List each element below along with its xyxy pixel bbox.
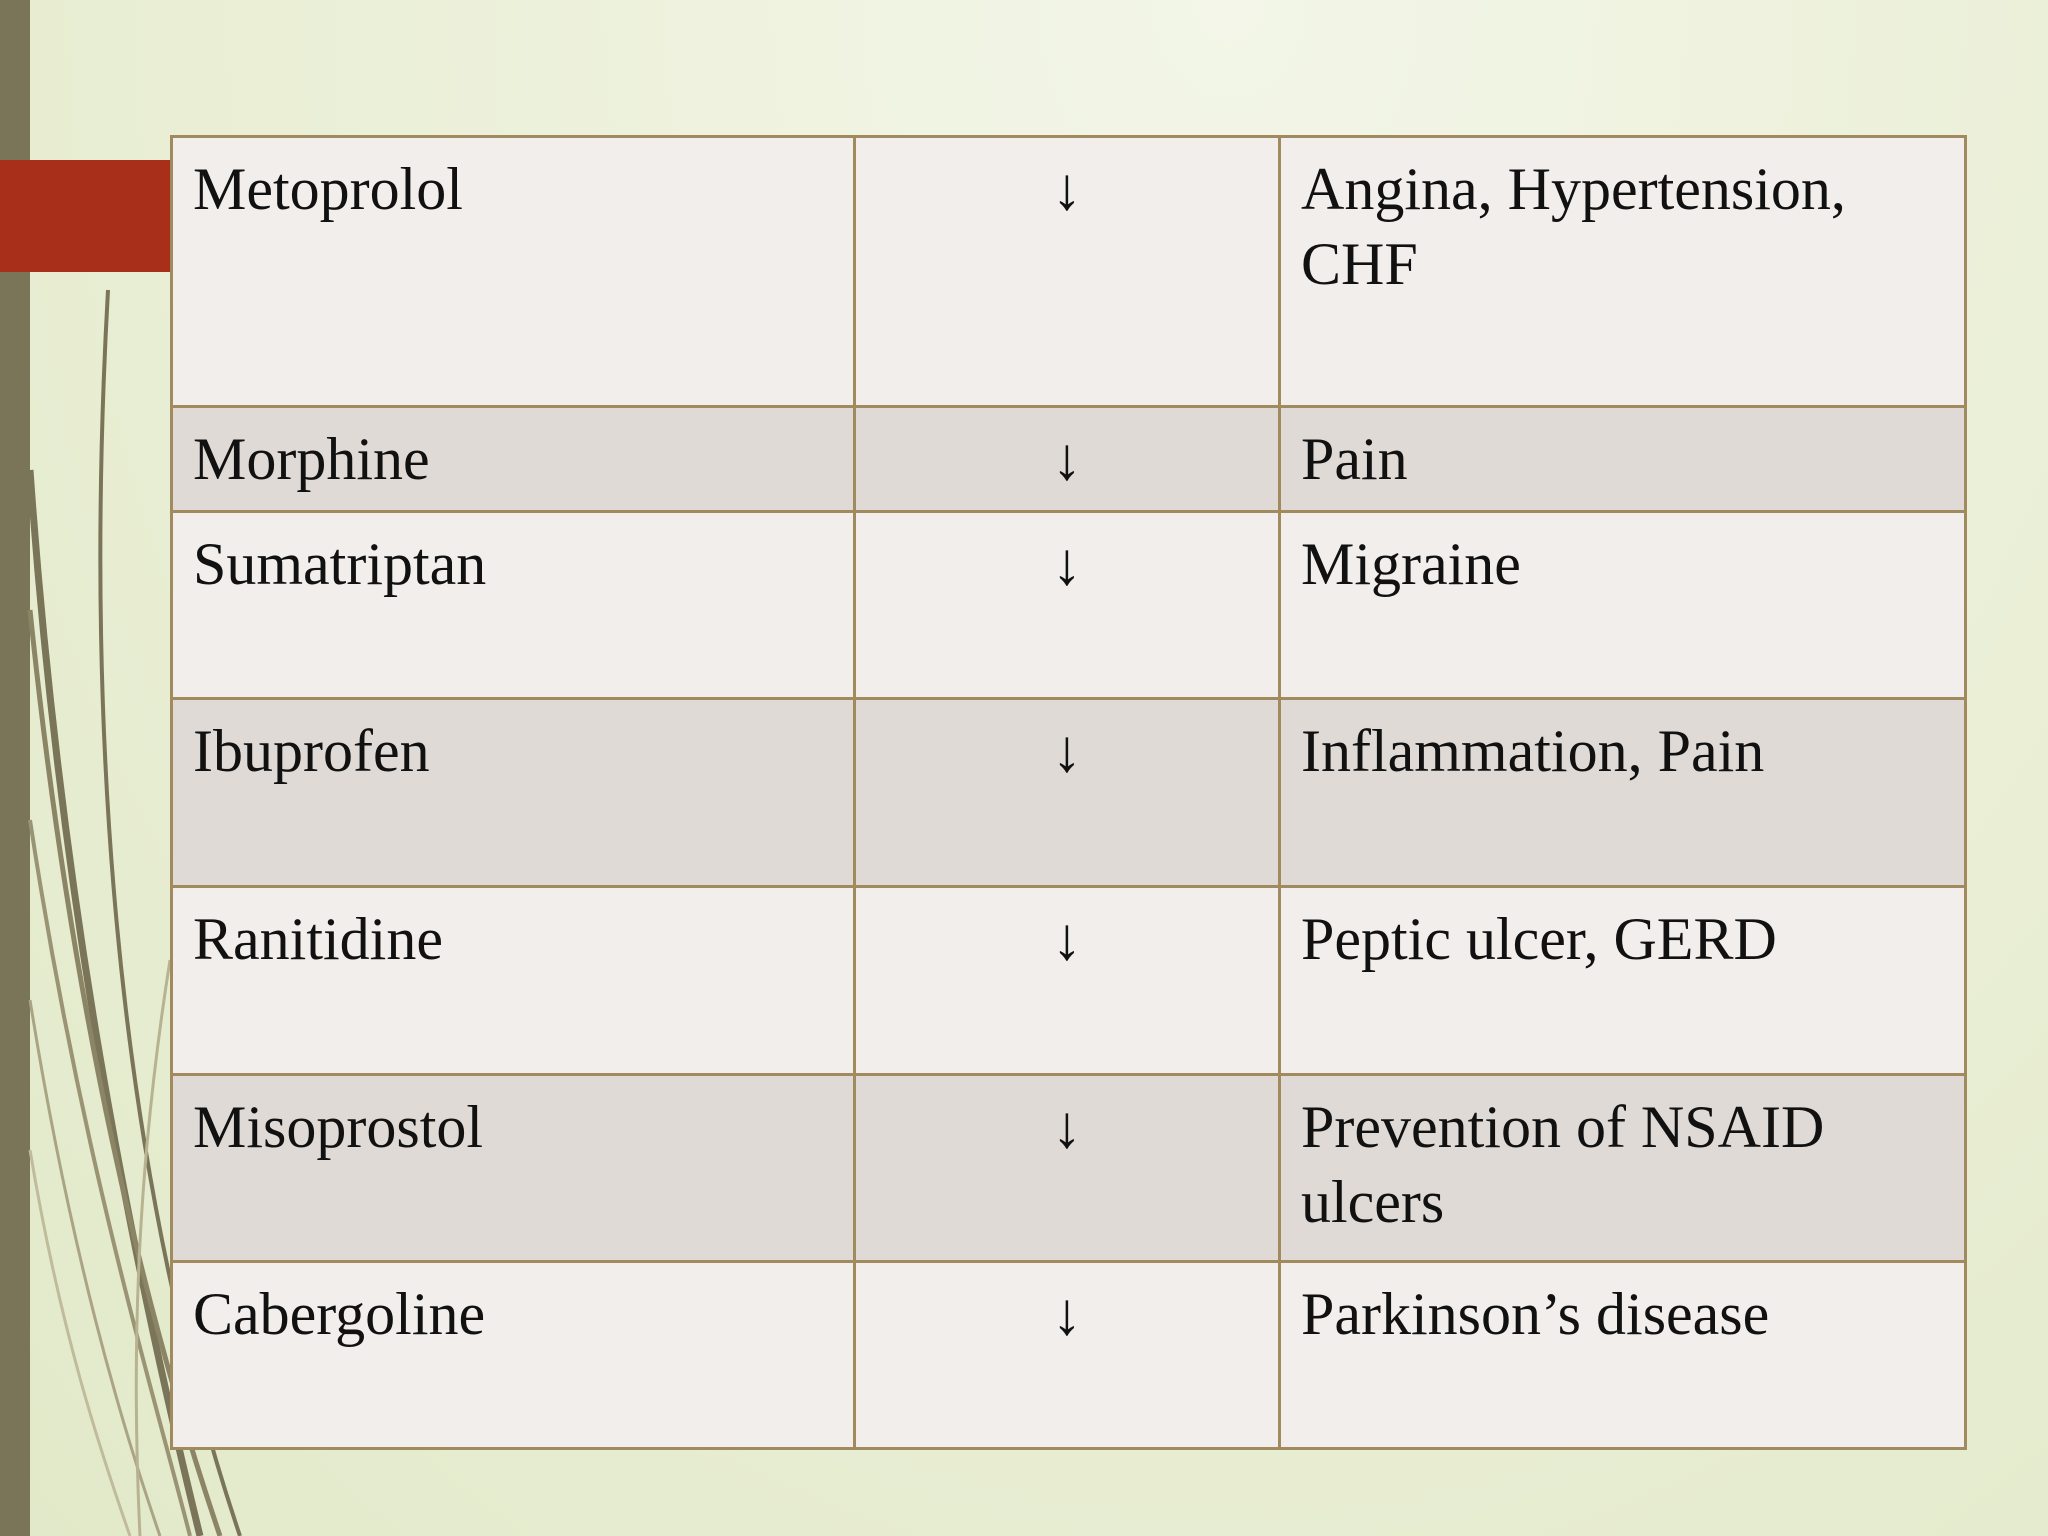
drug-name: Sumatriptan [172, 512, 855, 699]
decrease-arrow: ↓ [855, 887, 1280, 1075]
indication: Inflammation, Pain [1280, 699, 1966, 887]
decrease-arrow: ↓ [855, 1075, 1280, 1262]
decrease-arrow: ↓ [855, 512, 1280, 699]
decrease-arrow: ↓ [855, 137, 1280, 407]
decrease-arrow: ↓ [855, 699, 1280, 887]
indication: Migraine [1280, 512, 1966, 699]
table-row [172, 1075, 1966, 1262]
table-row [172, 407, 1966, 512]
drug-name: Cabergoline [172, 1262, 855, 1449]
indication: Parkinson’s disease [1280, 1262, 1966, 1449]
drug-name: Ibuprofen [172, 699, 855, 887]
drug-name: Metoprolol [172, 137, 855, 407]
red-accent-tab [0, 160, 172, 272]
table-row [172, 512, 1966, 699]
indication: Angina, Hypertension, CHF [1280, 137, 1966, 407]
drug-name: Ranitidine [172, 887, 855, 1075]
indication: Pain [1280, 407, 1966, 512]
indication: Peptic ulcer, GERD [1280, 887, 1966, 1075]
table-row [172, 699, 1966, 887]
decrease-arrow: ↓ [855, 407, 1280, 512]
decrease-arrow: ↓ [855, 1262, 1280, 1449]
indication: Prevention of NSAID ulcers [1280, 1075, 1966, 1262]
table-row [172, 137, 1966, 407]
table-row [172, 1262, 1966, 1449]
drug-name: Morphine [172, 407, 855, 512]
drug-name: Misoprostol [172, 1075, 855, 1262]
drug-table [170, 135, 1967, 1450]
table-row [172, 887, 1966, 1075]
